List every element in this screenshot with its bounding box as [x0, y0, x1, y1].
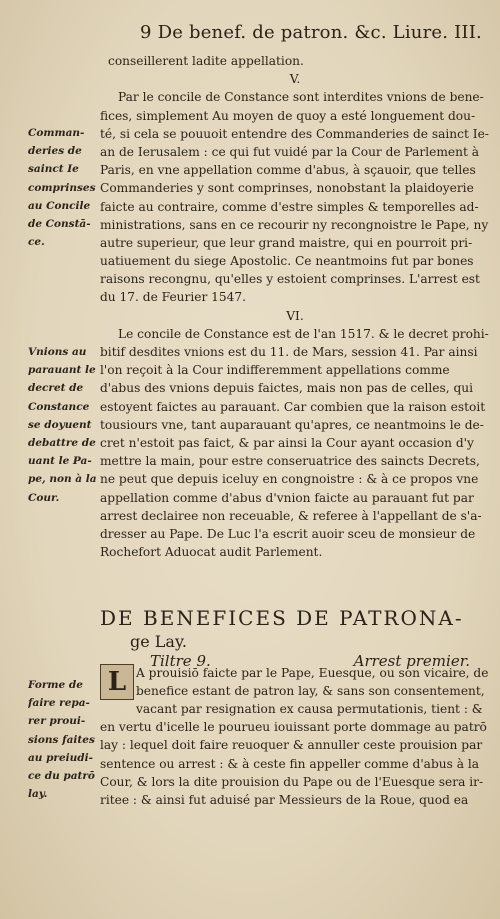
text-line: Rochefort Aduocat audit Parlement. [100, 545, 323, 560]
text-line: A prouisiō faicte par le Pape, Euesque, ou son vicaire, de [136, 666, 489, 680]
section-number: V. [289, 72, 301, 87]
margin-line: se doyuent [28, 418, 92, 431]
margin-line: uant le Pa- [28, 455, 92, 468]
arrest-label: Arrest premier. [353, 652, 470, 670]
text-line: cret n'estoit pas faict, & par ainsi la Cour ayant occasion d'y [100, 435, 474, 450]
margin-line: parauant le [28, 364, 96, 377]
text-block-bottom-first-lines [136, 664, 492, 700]
dropcap-letter: L [107, 667, 127, 697]
text-line: benefice estant de patron lay, & sans son consentement, [136, 684, 485, 699]
margin-line: Forme de [28, 679, 83, 691]
text-line: sentence ou arrest : & à ceste fin appeller comme d'abus à la [100, 756, 480, 771]
text-line: té, si cela se pouuoit entendre des Commanderies de sainct Ie- [100, 126, 489, 141]
text-line: Le concile de Constance est de l'an 1517. & le decret prohi- [118, 326, 489, 341]
margin-line: ce. [28, 236, 45, 249]
margin-note-forme [28, 676, 100, 803]
text-line: l'on reçoit à la Cour indifferemment appellations comme [100, 363, 450, 378]
tiltre-label: Tiltre 9. [150, 652, 211, 670]
text-line: conseillerent ladite appellation. [108, 54, 304, 68]
section-number: VI. [286, 308, 304, 323]
margin-line: rer proui- [28, 715, 86, 728]
text-line: raisons recongnu, qu'elles y estoient comprinses. L'arrest est [100, 272, 480, 287]
text-line: arrest declairee non receuable, & referee à l'appellant de s'a- [100, 508, 482, 523]
text-line: ministrations, sans en ce recourir ny recongnoistre le Pape, ny [100, 217, 489, 232]
text-line: d'abus des vnions depuis faictes, mais non pas de celles, qui [100, 381, 474, 396]
margin-line: Cour. [28, 491, 60, 504]
text-line: lay : lequel doit faire reuoquer & annuller ceste prouision par [100, 738, 483, 753]
margin-line: sions faites [28, 733, 95, 746]
text-line: appellation comme d'abus d'vnion faicte au parauant fut par [100, 490, 474, 505]
text-block-top [100, 52, 490, 561]
text-line: en vertu d'icelle le pourueu iouissant porte dommage au patrō [100, 720, 487, 735]
margin-line: faire repa- [28, 697, 90, 710]
margin-line: sainct Ie [28, 163, 79, 176]
ornamental-dropcap [100, 664, 134, 700]
text-line: an de Ierusalem : ce qui fut vuidé par la Cour de Parlement à [100, 144, 480, 159]
margin-line: de Constā- [28, 217, 91, 230]
margin-note-vnions [28, 343, 100, 507]
margin-line: Comman- [28, 127, 85, 139]
text-line: faicte au contraire, comme d'estre simples & temporelles ad- [100, 199, 479, 214]
margin-line: pe, non à la [28, 473, 97, 486]
margin-note-commanderies [28, 124, 100, 251]
text-line: Par le concile de Constance sont interdites vnions de bene- [118, 90, 484, 105]
text-block-bottom [100, 700, 490, 809]
margin-line: au preiudi- [28, 751, 93, 764]
chapter-title-continuation: ge Lay. [130, 632, 187, 651]
margin-line: lay. [28, 788, 48, 801]
margin-line: deries de [28, 145, 82, 158]
text-line: ne peut que depuis iceluy en congnoistre : & à ce propos vne [100, 472, 479, 487]
text-line: fices, simplement Au moyen de quoy a esté longuement dou- [100, 108, 476, 123]
text-line: Cour, & lors la dite prouision du Pape ou de l'Euesque sera ir- [100, 774, 484, 789]
text-line: ritee : & ainsi fut aduisé par Messieurs de la Roue, quod ea [100, 792, 469, 807]
margin-line: Vnions au [28, 346, 87, 358]
text-line: Commanderies y sont comprinses, nonobstant la plaidoyerie [100, 181, 474, 196]
text-line: mettre la main, pour estre conseruatrice des saincts Decrets, [100, 454, 480, 469]
margin-line: Constance [28, 400, 90, 413]
chapter-title: DE BENEFICES DE PATRONA- [100, 606, 464, 630]
text-line: autre superieur, que leur grand maistre, qui en pourroit pri- [100, 235, 473, 250]
text-line: vacant par resignation ex causa permutationis, tient : & [136, 702, 483, 716]
margin-line: debattre de [28, 436, 96, 449]
text-line: Paris, en vne appellation comme d'abus, à sçauoir, que telles [100, 163, 476, 178]
margin-line: au Concile [28, 199, 91, 212]
margin-line: decret de [28, 382, 84, 395]
text-line: estoyent faictes au parauant. Car combien que la raison estoit [100, 399, 486, 414]
margin-line: comprinses [28, 181, 96, 194]
margin-line: ce du patrō [28, 769, 95, 782]
text-line: du 17. de Feurier 1547. [100, 290, 247, 305]
running-header: 9 De benef. de patron. &c. Liure. III. [140, 22, 482, 43]
text-line: uatiuement du siege Apostolic. Ce neantmoins fut par bones [100, 254, 474, 269]
text-line: tousiours vne, tant auparauant qu'apres, ce neantmoins le de- [100, 417, 484, 432]
text-line: dresser au Pape. De Luc l'a escrit auoir sceu de monsieur de [100, 526, 476, 541]
text-line: bitif desdites vnions est du 11. de Mars, session 41. Par ainsi [100, 345, 478, 359]
